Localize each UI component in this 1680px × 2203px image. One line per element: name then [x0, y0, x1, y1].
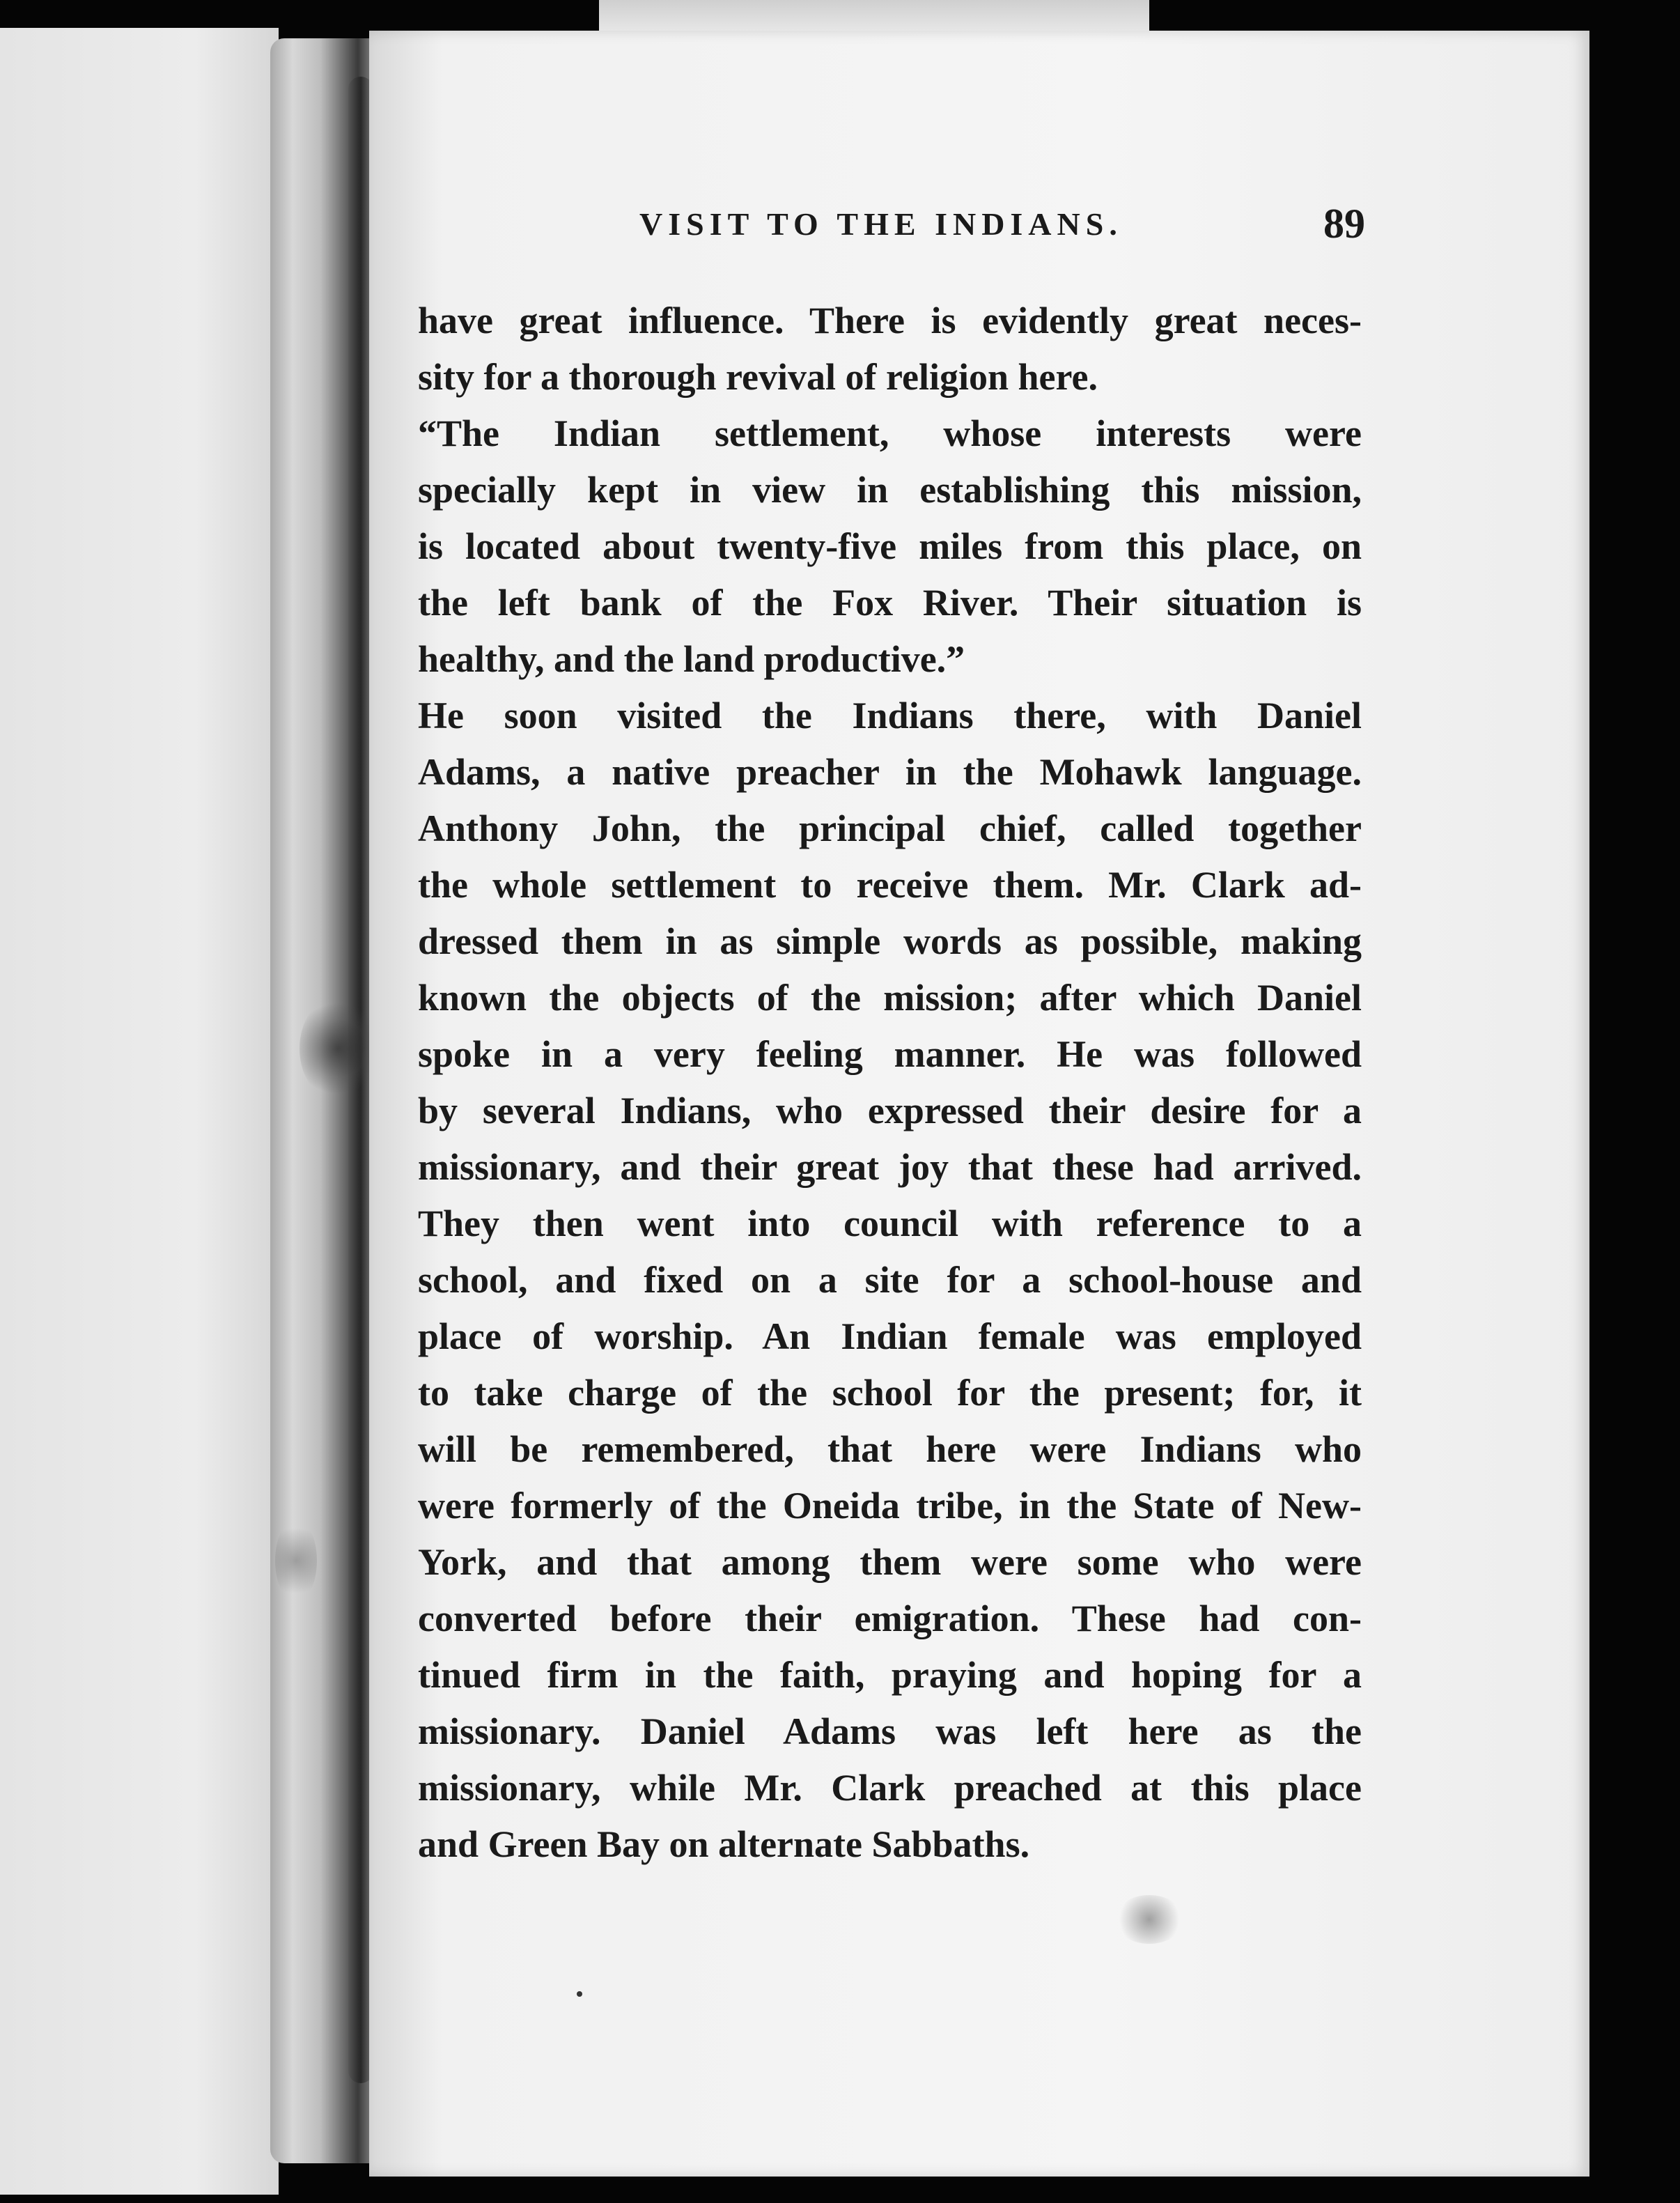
body-line: “The Indian settlement, whose interests were [418, 412, 1362, 454]
ink-smudge [300, 996, 376, 1101]
body-line: by several Indians, who expressed their desire for a [418, 1090, 1362, 1131]
body-line: will be remembered, that here were Indians who [418, 1428, 1362, 1470]
body-line: converted before their emigration. These had con- [418, 1598, 1362, 1639]
body-line: known the objects of the mission; after which Daniel [418, 977, 1362, 1019]
running-head-title: VISIT TO THE INDIANS. [639, 206, 1123, 242]
body-line: They then went into council with reference to a [418, 1203, 1362, 1244]
body-line: missionary. Daniel Adams was left here as the [418, 1710, 1362, 1752]
body-line: and Green Bay on alternate Sabbaths. [418, 1823, 1030, 1865]
body-line: tinued firm in the faith, praying and hoping for a [418, 1654, 1362, 1696]
body-text [418, 293, 1362, 1873]
body-line: Anthony John, the principal chief, called together [418, 807, 1362, 849]
body-line: to take charge of the school for the present; for, it [418, 1372, 1362, 1414]
ink-smudge-lower [275, 1519, 317, 1602]
body-line: York, and that among them were some who were [418, 1541, 1362, 1583]
body-line: the whole settlement to receive them. Mr. Clark ad- [418, 864, 1362, 906]
body-line: spoke in a very feeling manner. He was followed [418, 1033, 1362, 1075]
left-page-text [0, 0, 209, 2203]
body-line: school, and fixed on a site for a school-house and [418, 1259, 1362, 1301]
body-line: dressed them in as simple words as possible, making [418, 920, 1362, 962]
top-page-edge [599, 0, 1149, 31]
body-line: place of worship. An Indian female was employed [418, 1315, 1362, 1357]
body-line: specially kept in view in establishing this mission, [418, 469, 1362, 511]
body-line: the left bank of the Fox River. Their situation is [418, 582, 1362, 624]
body-line: have great influence. There is evidently great neces- [418, 300, 1362, 341]
body-line: He soon visited the Indians there, with Daniel [418, 695, 1362, 736]
body-line: is located about twenty-five miles from this place, on [418, 525, 1362, 567]
body-line: missionary, while Mr. Clark preached at this place [418, 1767, 1362, 1809]
body-line: missionary, and their great joy that these had arrived. [418, 1146, 1362, 1188]
body-line: were formerly of the Oneida tribe, in the State of New- [418, 1485, 1362, 1526]
paper-dot [577, 1991, 582, 1997]
body-line: sity for a thorough revival of religion here. [418, 356, 1098, 398]
running-head [418, 203, 1365, 245]
paper-speck [1114, 1895, 1184, 1944]
body-line: healthy, and the land productive.” [418, 638, 965, 680]
body-line: Adams, a native preacher in the Mohawk language. [418, 751, 1362, 793]
page-number: 89 [1323, 201, 1365, 247]
